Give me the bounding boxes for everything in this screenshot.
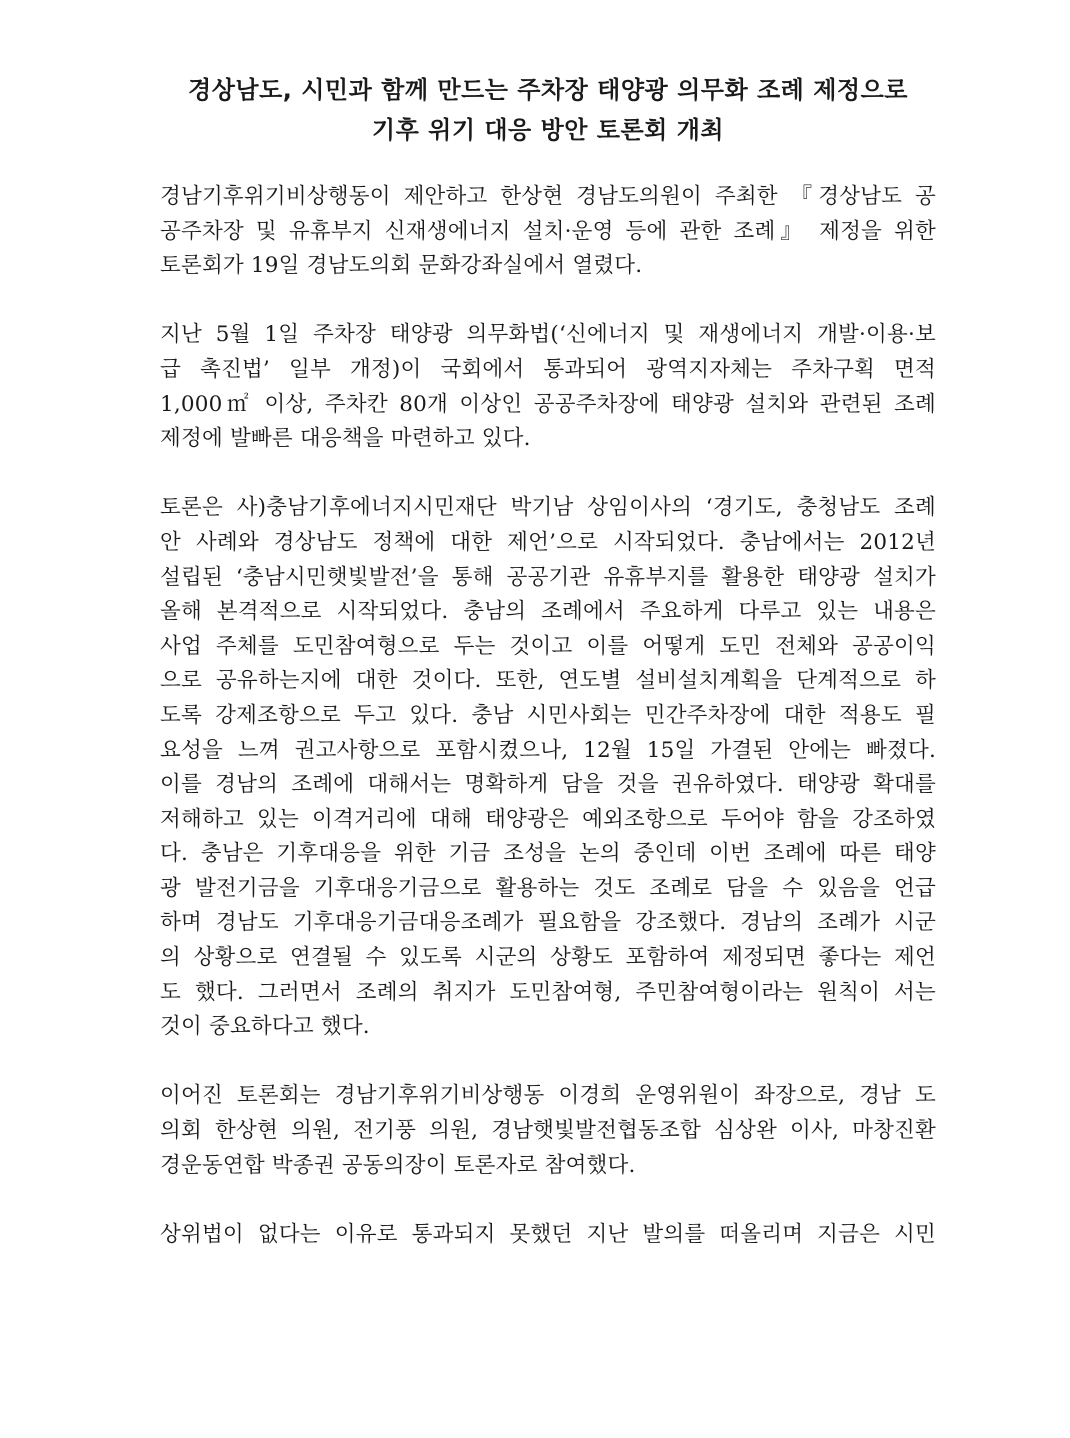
paragraph-1 <box>160 180 936 284</box>
paragraph-line: 올해 본격적으로 시작되었다. 충남의 조례에서 주요하게 다루고 있는 내용은 <box>160 599 936 625</box>
paragraph-line: 이를 경남의 조례에 대해서는 명확하게 담을 것을 권유하였다. 태양광 확대를 <box>160 772 936 798</box>
paragraph-line: 도 했다. 그러면서 조례의 취지가 도민참여형, 주민참여형이라는 원칙이 서는 <box>160 979 936 1005</box>
paragraph-line: 설립된 ‘충남시민햇빛발전’을 통해 공공기관 유휴부지를 활용한 태양광 설치가 <box>160 564 936 590</box>
document-body <box>160 180 936 1287</box>
paragraph-line: 것이 중요하다고 했다. <box>160 1014 370 1040</box>
paragraph-line: 하며 경남도 기후대응기금대응조례가 필요함을 강조했다. 경남의 조례가 시군 <box>160 910 936 936</box>
paragraph-line: 토론회가 19일 경남도의회 문화강좌실에서 열렸다. <box>160 253 643 279</box>
paragraph-line: 의 상황으로 연결될 수 있도록 시군의 상황도 포함하여 제정되면 좋다는 제언 <box>160 945 936 971</box>
paragraph-line: 으로 공유하는지에 대한 것이다. 또한, 연도별 설비설치계획을 단계적으로 하 <box>160 668 936 694</box>
paragraph-line: 지난 5월 1일 주차장 태양광 의무화법(‘신에너지 및 재생에너지 개발·이용·보 <box>160 322 936 348</box>
paragraph-line: 공주차장 및 유휴부지 신재생에너지 설치·운영 등에 관한 조례』 제정을 위한 <box>160 218 936 244</box>
paragraph-line: 경운동연합 박종권 공동의장이 토론자로 참여했다. <box>160 1152 636 1178</box>
title-line-1: 경상남도, 시민과 함께 만드는 주차장 태양광 의무화 조례 제정으로 <box>188 76 908 104</box>
paragraph-line: 안 사례와 경상남도 정책에 대한 제언’으로 시작되었다. 충남에서는 2012년 <box>160 529 936 555</box>
paragraph-3 <box>160 491 936 1045</box>
paragraph-5 <box>160 1218 936 1253</box>
paragraph-line: 사업 주체를 도민참여형으로 두는 것이고 이를 어떻게 도민 전체와 공공이익 <box>160 633 936 659</box>
paragraph-4 <box>160 1079 936 1183</box>
paragraph-line: 요성을 느껴 권고사항으로 포함시켰으나, 12월 15일 가결된 안에는 빠졌다. <box>160 737 936 763</box>
paragraph-line: 제정에 발빠른 대응책을 마련하고 있다. <box>160 426 531 452</box>
paragraph-line: 경남기후위기비상행동이 제안하고 한상현 경남도의원이 주최한 『경상남도 공 <box>160 184 936 209</box>
paragraph-line: 토론은 사)충남기후에너지시민재단 박기남 상임이사의 ‘경기도, 충청남도 조례 <box>160 495 936 521</box>
paragraph-2 <box>160 318 936 456</box>
title-line-2: 기후 위기 대응 방안 토론회 개최 <box>371 116 725 144</box>
paragraph-line: 저해하고 있는 이격거리에 대해 태양광은 예외조항으로 두어야 함을 강조하였 <box>160 806 936 832</box>
paragraph-line: 이어진 토론회는 경남기후위기비상행동 이경희 운영위원이 좌장으로, 경남 도 <box>160 1083 936 1109</box>
paragraph-line: 의회 한상현 의원, 전기풍 의원, 경남햇빛발전협동조합 심상완 이사, 마창진환 <box>160 1118 936 1144</box>
paragraph-line: 급 촉진법’ 일부 개정)이 국회에서 통과되어 광역지자체는 주차구획 면적 <box>160 356 936 382</box>
paragraph-line: 상위법이 없다는 이유로 통과되지 못했던 지난 발의를 떠올리며 지금은 시민 <box>160 1221 936 1247</box>
paragraph-line: 1,000㎡ 이상, 주차칸 80개 이상인 공공주차장에 태양광 설치와 관련된 조례 <box>160 391 936 417</box>
paragraph-line: 도록 강제조항으로 두고 있다. 충남 시민사회는 민간주차장에 대한 적용도 필 <box>160 702 936 728</box>
paragraph-line: 광 발전기금을 기후대응기금으로 활용하는 것도 조례로 담을 수 있음을 언급 <box>160 875 936 901</box>
document-title <box>160 70 936 150</box>
paragraph-line: 다. 충남은 기후대응을 위한 기금 조성을 논의 중인데 이번 조례에 따른 태양 <box>160 841 936 867</box>
